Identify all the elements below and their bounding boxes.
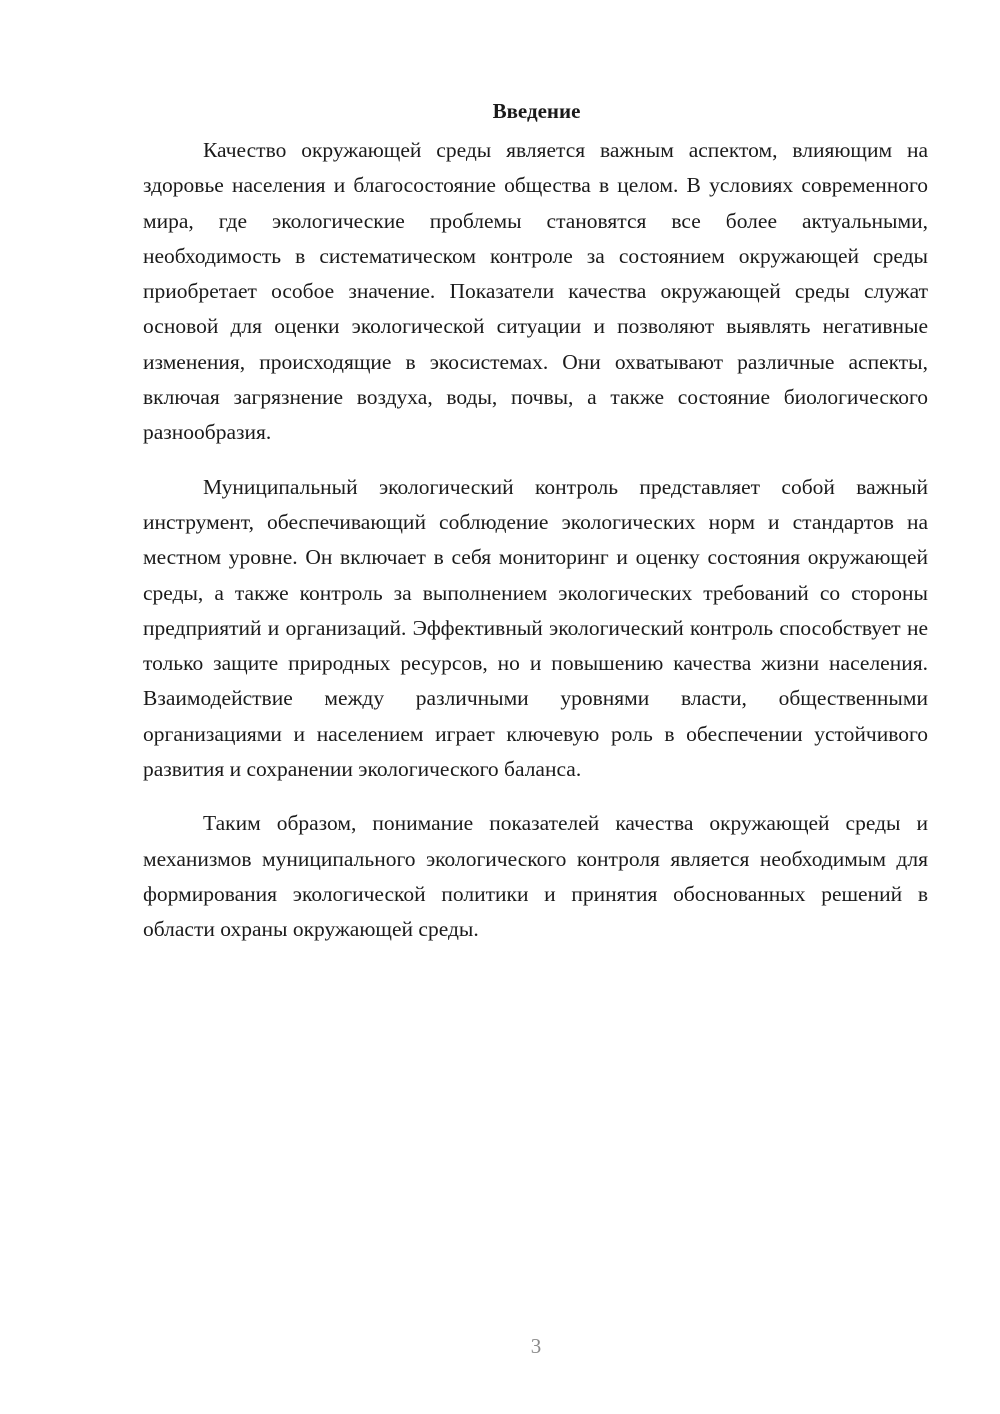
paragraph-1: Качество окружающей среды является важным аспектом, влияющим на здоровье населения и благосостояние общества в целом. В условиях современного мира, где экологические проблемы становятся все более актуальными, необходимость в систематическом контроле за состоянием окружающей среды приобретает особое значение. Показатели качества окружающей среды служат основой для оценки экологической ситуации и позволяют выявлять негативные изменения, происходящие в экосистемах. Они охватывают различные аспекты, включая загрязнение воздуха, воды, почвы, а также состояние биологического разнообразия. (143, 138, 928, 445)
paragraph-2: Муниципальный экологический контроль представляет собой важный инструмент, обеспечивающий соблюдение экологических норм и стандартов на местном уровне. Он включает в себя мониторинг и оценку состояния окружающей среды, а также контроль за выполнением экологических требований со стороны предприятий и организаций. Эффективный экологический контроль способствует не только защите природных ресурсов, но и повышению качества жизни населения. Взаимодействие между различными уровнями власти, общественными организациями и населением играет ключевую роль в обеспечении устойчивого развития и сохранении экологического баланса. (143, 474, 928, 782)
section-title: Введение (492, 99, 581, 123)
paragraph-3: Таким образом, понимание показателей качества окружающей среды и механизмов муниципального экологического контроля является необходимым для формирования экологической политики и принятия обоснованных решений в области охраны окружающей среды. (143, 811, 928, 942)
page-content (143, 94, 928, 967)
page-number: 3 (530, 1334, 542, 1358)
